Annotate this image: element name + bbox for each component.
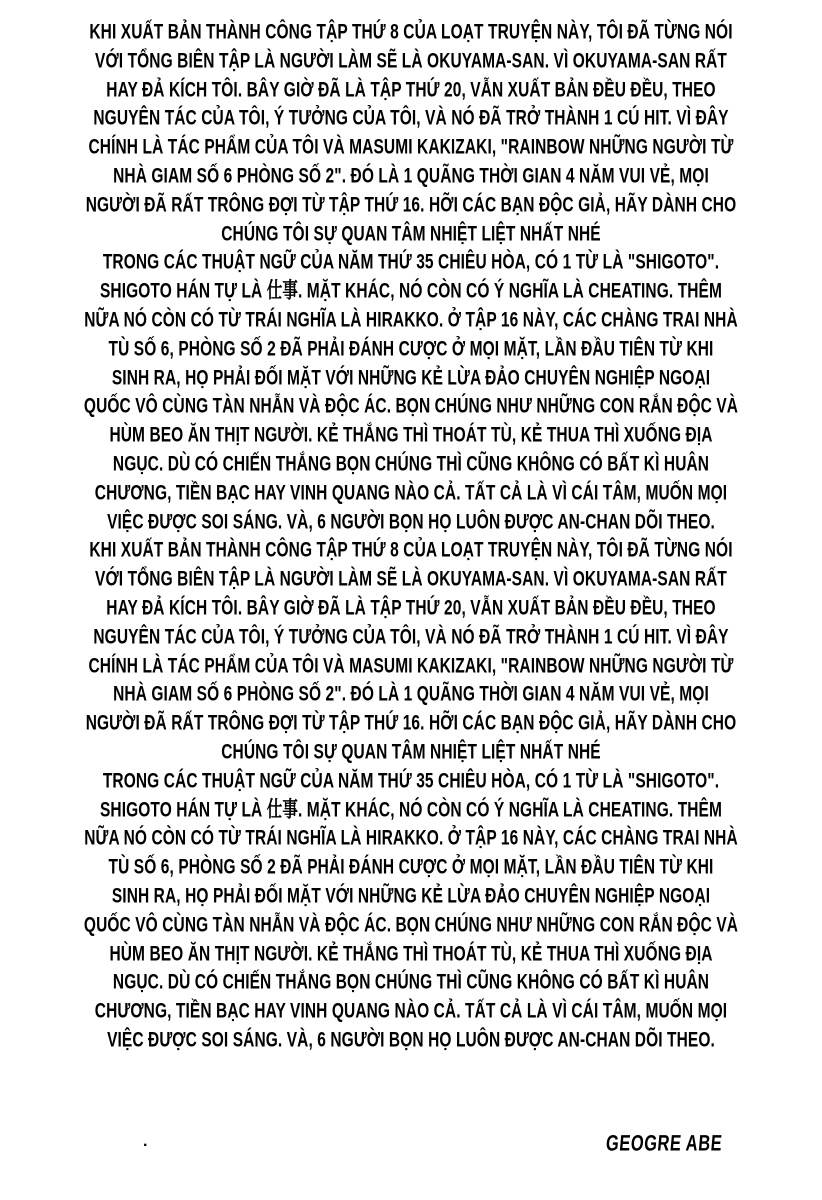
text-line-content: NGỤC. DÙ CÓ CHIẾN THẮNG BỌN CHÚNG THÌ CŨNG KHÔNG CÓ BẤT KÌ HUÂN — [112, 970, 710, 995]
text-line-content: SHIGOTO HÁN TỰ LÀ 仕事. MẶT KHÁC, NÓ CÒN CÓ Ý NGHĨA LÀ CHEATING. THÊM — [99, 279, 723, 304]
text-line-content: NỮA NÓ CÒN CÓ TỪ TRÁI NGHĨA LÀ HIRAKKO. Ở TẬP 16 NÀY, CÁC CHÀNG TRAI NHÀ — [84, 826, 738, 851]
afterword-block-2 — [48, 537, 774, 1055]
afterword-text-area — [48, 19, 774, 1056]
text-line-content: SINH RA, HỌ PHẢI ĐỐI MẶT VỚI NHỮNG KẺ LỪA ĐẢO CHUYÊN NGHIỆP NGOẠI — [111, 884, 711, 908]
text-line-content: NGƯỜI ĐÃ RẤT TRÔNG ĐỢI TỪ TẬP THỨ 16. HỠI CÁC BẠN ĐỘC GIẢ, HÃY DÀNH CHO — [85, 193, 737, 217]
text-line-content: SINH RA, HỌ PHẢI ĐỐI MẶT VỚI NHỮNG KẺ LỪA ĐẢO CHUYÊN NGHIỆP NGOẠI — [111, 365, 711, 390]
stray-ink-dot: . — [143, 1133, 148, 1150]
text-line-content: HÙM BEO ĂN THỊT NGƯỜI. KẺ THẮNG THÌ THOÁT TÙ, KẺ THUA THÌ XUỐNG ĐỊA — [109, 423, 713, 448]
text-line-content: CHÚNG TÔI SỰ QUAN TÂM NHIỆT LIỆT NHẤT NHÉ — [221, 740, 601, 764]
text-line-content: NỮA NÓ CÒN CÓ TỪ TRÁI NGHĨA LÀ HIRAKKO. Ở TẬP 16 NÀY, CÁC CHÀNG TRAI NHÀ — [84, 308, 738, 332]
page-footer — [0, 1128, 822, 1178]
text-line-content: NGƯỜI ĐÃ RẤT TRÔNG ĐỢI TỪ TẬP THỨ 16. HỠI CÁC BẠN ĐỘC GIẢ, HÃY DÀNH CHO — [85, 711, 737, 736]
text-line-content: CHÚNG TÔI SỰ QUAN TÂM NHIỆT LIỆT NHẤT NHÉ — [221, 222, 601, 246]
text-line-content: CHƯƠNG, TIỀN BẠC HAY VINH QUANG NÀO CẢ. TẤT CẢ LÀ VÌ CÁI TÂM, MUỐN MỌI — [94, 481, 728, 505]
text-line-content: QUỐC VÔ CÙNG TÀN NHẪN VÀ ĐỘC ÁC. BỌN CHÚNG NHƯ NHỮNG CON RẮN ĐỘC VÀ — [83, 913, 739, 937]
text-line — [48, 1027, 774, 1056]
text-line-content: VỚI TỔNG BIÊN TẬP LÀ NGƯỜI LÀM SẼ LÀ OKUYAMA-SAN. VÌ OKUYAMA-SAN RẤT — [95, 49, 727, 73]
credit-signature: GEOGRE ABE — [604, 1131, 724, 1157]
text-line-content: QUỐC VÔ CÙNG TÀN NHẪN VÀ ĐỘC ÁC. BỌN CHÚNG NHƯ NHỮNG CON RẮN ĐỘC VÀ — [83, 394, 739, 419]
text-line-content: CHƯƠNG, TIỀN BẠC HAY VINH QUANG NÀO CẢ. TẤT CẢ LÀ VÌ CÁI TÂM, MUỐN MỌI — [94, 999, 728, 1023]
text-line-content: NGUYÊN TÁC CỦA TÔI, Ý TƯỞNG CỦA TÔI, VÀ NÓ ĐÃ TRỞ THÀNH 1 CÚ HIT. VÌ ĐÂY — [93, 625, 729, 649]
text-line-content: TÙ SỐ 6, PHÒNG SỐ 2 ĐÃ PHẢI ĐÁNH CƯỢC Ở MỌI MẶT, LẦN ĐẦU TIÊN TỪ KHI — [108, 337, 714, 361]
text-line-content: NGỤC. DÙ CÓ CHIẾN THẮNG BỌN CHÚNG THÌ CŨNG KHÔNG CÓ BẤT KÌ HUÂN — [112, 452, 710, 476]
text-line-content: TRONG CÁC THUẬT NGỮ CỦA NĂM THỨ 35 CHIÊU HÒA, CÓ 1 TỪ LÀ "SHIGOTO". — [102, 769, 720, 793]
text-line-content: VIỆC ĐƯỢC SOI SÁNG. VÀ, 6 NGƯỜI BỌN HỌ LUÔN ĐƯỢC AN-CHAN DÕI THEO. — [107, 509, 715, 534]
text-line-content: VỚI TỔNG BIÊN TẬP LÀ NGƯỜI LÀM SẼ LÀ OKUYAMA-SAN. VÌ OKUYAMA-SAN RẤT — [95, 567, 727, 592]
text-line-content: NHÀ GIAM SỐ 6 PHÒNG SỐ 2". ĐÓ LÀ 1 QUÃNG THỜI GIAN 4 NĂM VUI VẺ, MỌI — [113, 682, 709, 707]
afterword-block-1 — [48, 19, 774, 537]
text-line-content: HAY ĐẢ KÍCH TÔI. BÂY GIỜ ĐÃ LÀ TẬP THỨ 20, VẪN XUẤT BẢN ĐỀU ĐỀU, THEO — [106, 78, 716, 102]
text-line-content: KHI XUẤT BẢN THÀNH CÔNG TẬP THỨ 8 CỦA LOẠT TRUYỆN NÀY, TÔI ĐÃ TỪNG NÓI — [89, 538, 733, 563]
text-line-content: CHÍNH LÀ TÁC PHẨM CỦA TÔI VÀ MASUMI KAKIZAKI, "RAINBOW NHỮNG NGƯỜI TỪ — [88, 135, 734, 160]
text-line-content: KHI XUẤT BẢN THÀNH CÔNG TẬP THỨ 8 CỦA LOẠT TRUYỆN NÀY, TÔI ĐÃ TỪNG NÓI — [89, 20, 733, 44]
text-line-content: VIỆC ĐƯỢC SOI SÁNG. VÀ, 6 NGƯỜI BỌN HỌ LUÔN ĐƯỢC AN-CHAN DÕI THEO. — [107, 1028, 715, 1052]
text-line-content: TRONG CÁC THUẬT NGỮ CỦA NĂM THỨ 35 CHIÊU HÒA, CÓ 1 TỪ LÀ "SHIGOTO". — [102, 250, 720, 275]
text-line-content: CHÍNH LÀ TÁC PHẨM CỦA TÔI VÀ MASUMI KAKIZAKI, "RAINBOW NHỮNG NGƯỜI TỪ — [88, 653, 734, 678]
text-line-content: HAY ĐẢ KÍCH TÔI. BÂY GIỜ ĐÃ LÀ TẬP THỨ 20, VẪN XUẤT BẢN ĐỀU ĐỀU, THEO — [106, 596, 716, 620]
text-line-content: NHÀ GIAM SỐ 6 PHÒNG SỐ 2". ĐÓ LÀ 1 QUÃNG THỜI GIAN 4 NĂM VUI VẺ, MỌI — [113, 164, 709, 188]
text-line-content: NGUYÊN TÁC CỦA TÔI, Ý TƯỞNG CỦA TÔI, VÀ NÓ ĐÃ TRỞ THÀNH 1 CÚ HIT. VÌ ĐÂY — [93, 106, 729, 131]
text-line-content: HÙM BEO ĂN THỊT NGƯỜI. KẺ THẮNG THÌ THOÁT TÙ, KẺ THUA THÌ XUỐNG ĐỊA — [109, 941, 713, 966]
text-line-content: TÙ SỐ 6, PHÒNG SỐ 2 ĐÃ PHẢI ĐÁNH CƯỢC Ở MỌI MẶT, LẦN ĐẦU TIÊN TỪ KHI — [108, 855, 714, 879]
text-line-content: SHIGOTO HÁN TỰ LÀ 仕事. MẶT KHÁC, NÓ CÒN CÓ Ý NGHĨA LÀ CHEATING. THÊM — [99, 797, 723, 822]
